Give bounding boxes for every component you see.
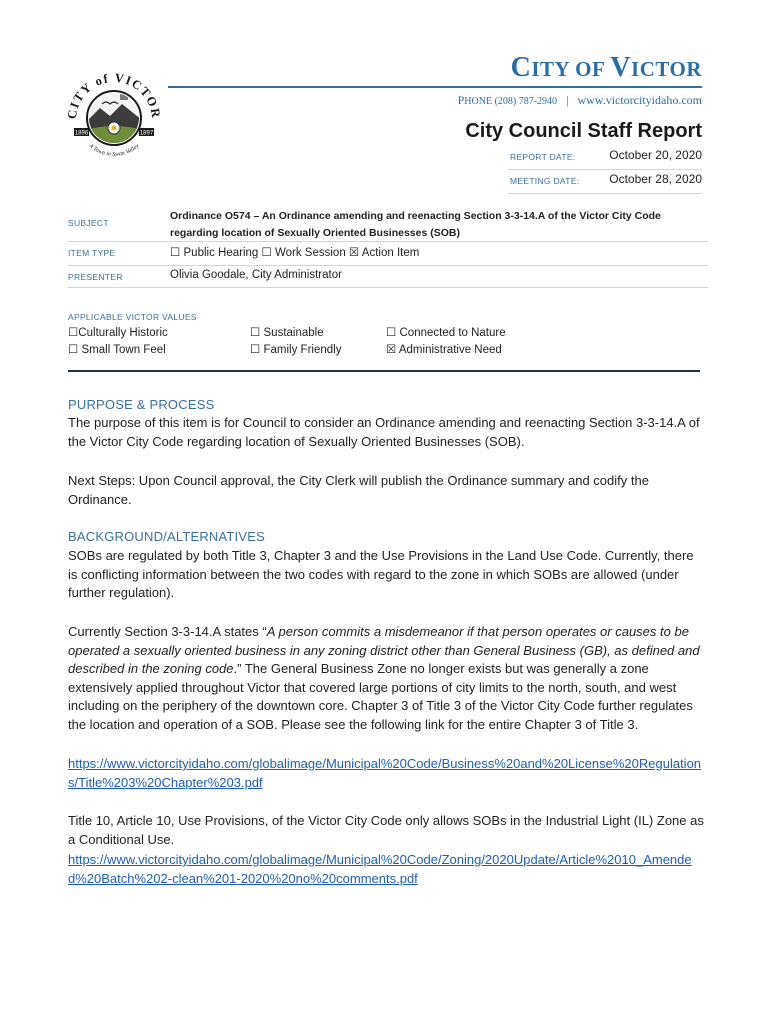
logo-year-left: 1896	[74, 130, 89, 137]
value-administrative-need: ☒ Administrative Need	[386, 344, 502, 356]
subject-label: SUBJECT	[68, 218, 109, 228]
purpose-text: The purpose of this item is for Council to consider an Ordinance amending and reenacting Section 3-3-14.A of the Victor City Code regarding location of Sexually Oriented Businesses (SOB).	[68, 415, 700, 449]
value-small-town-feel: ☐ Small Town Feel	[68, 344, 166, 356]
meeting-date-value: October 28, 2020	[609, 172, 702, 186]
contact-line	[458, 93, 702, 108]
current-section-text: Currently Section 3-3-14.A states “A person commits a misdemeanor if that person operates or causes to be operated a sexually oriented business in any zoning district other than General Business (GB), as defined and described in the zoning code.” The General Business Zone no longer exists but was generally a zone extensively applied throughout Victor that covered large portions of city limits to the north, south, and west including on the periphery of the downtown core. Chapter 3 of Title 3 of the Victor City Code further regulates the location and operation of a SOB. Please see the following link for the entire Chapter 3 of Title 3.	[68, 624, 700, 732]
article10-link[interactable]: https://www.victorcityidaho.com/globalimage/Municipal%20Code/Zoning/2020Update/Article%2010_Amended%20Batch%202-clean%201-2020%20no%20comments.pdf	[68, 852, 692, 886]
report-date-label: REPORT DATE:	[510, 152, 576, 162]
value-sustainable: ☐ Sustainable	[250, 327, 324, 339]
presenter-row	[68, 266, 708, 288]
report-title: City Council Staff Report	[465, 120, 702, 142]
value-family-friendly: ☐ Family Friendly	[250, 344, 342, 356]
item-type-row	[68, 242, 708, 266]
logo-motto: A Town in Swan Valley	[87, 143, 141, 158]
meeting-date-row	[508, 172, 702, 194]
website-link[interactable]: www.victorcityidaho.com	[577, 93, 702, 107]
link-article10-wrap	[68, 851, 704, 888]
title10-text: Title 10, Article 10, Use Provisions, of the Victor City Code only allows SOBs in the Industrial Light (IL) Zone as a Conditional Use.	[68, 813, 704, 847]
value-connected-to-nature: ☐ Connected to Nature	[386, 327, 506, 339]
next-steps-text: Next Steps: Upon Council approval, the City Clerk will publish the Ordinance summary and codify the Ordinance.	[68, 473, 649, 507]
header-rule	[168, 86, 702, 88]
quoted-ordinance: A person commits a misdemeanor if that person operates or causes to be operated a sexually oriented business in any zoning district other than General Business (GB), as defined and described in the zoning code	[68, 624, 700, 677]
values-label: APPLICABLE VICTOR VALUES	[68, 312, 197, 322]
section-divider	[68, 370, 700, 372]
logo-year-right: 1897	[139, 130, 154, 137]
city-seal-logo	[62, 70, 166, 160]
report-date-value: October 20, 2020	[609, 148, 702, 162]
subject-row	[68, 204, 708, 242]
item-type-value: ☐ Public Hearing ☐ Work Session ☒ Action Item	[170, 247, 420, 259]
background-heading: BACKGROUND/ALTERNATIVES	[68, 529, 265, 544]
value-culturally-historic: ☐Culturally Historic	[68, 327, 168, 339]
meeting-date-label: MEETING DATE:	[510, 176, 580, 186]
background-text: SOBs are regulated by both Title 3, Chapter 3 and the Use Provisions in the Land Use Code. Currently, there is conflicting information between the two codes with regard to the zone in which SOBs are allowed (under further regulation).	[68, 548, 694, 601]
chapter3-link[interactable]: https://www.victorcityidaho.com/globalimage/Municipal%20Code/Business%20and%20License%20Regulations/Title%203%20Chapter%203.pdf	[68, 756, 702, 790]
item-type-label: ITEM TYPE	[68, 248, 116, 258]
phone: PHONE (208) 787-2940	[457, 93, 558, 107]
city-title: CITY OF VICTOR	[510, 52, 702, 83]
report-date-row	[508, 148, 702, 170]
contact-separator: |	[566, 93, 569, 107]
presenter-value: Olivia Goodale, City Administrator	[170, 269, 342, 281]
svg-text:CITY of VICTOR: CITY of VICTOR	[64, 70, 164, 120]
link-chapter3-wrap	[68, 755, 704, 792]
subject-value: Ordinance O574 – An Ordinance amending and reenacting Section 3-3-14.A of the Victor City Code regarding location of Sexually Oriented Businesses (SOB)	[170, 210, 661, 239]
presenter-label: PRESENTER	[68, 272, 123, 282]
purpose-heading: PURPOSE & PROCESS	[68, 397, 215, 412]
